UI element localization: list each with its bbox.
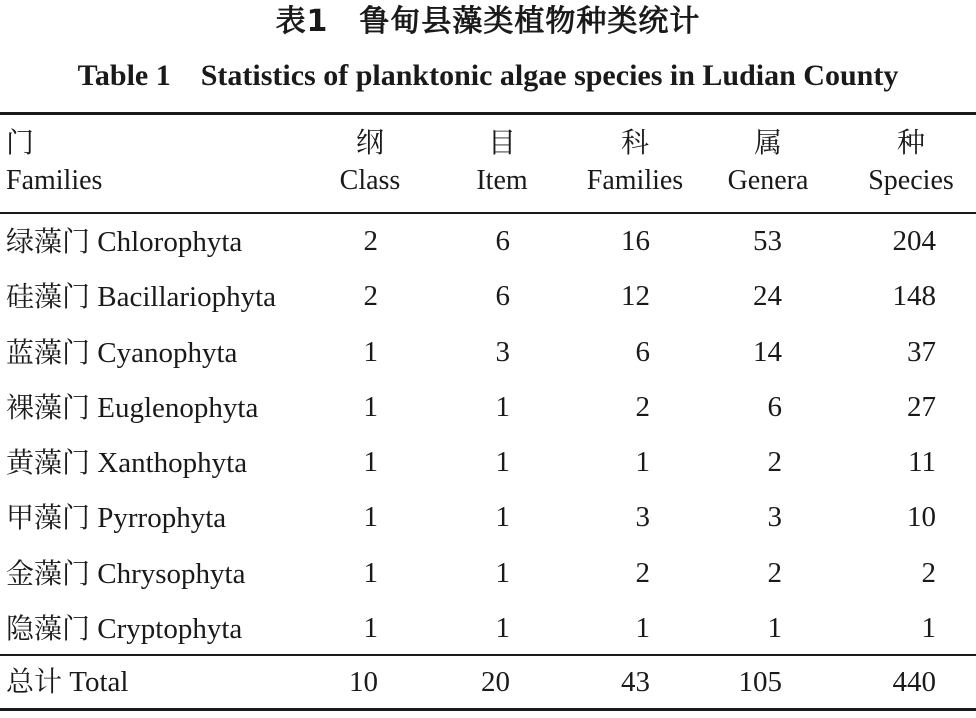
table-title-chinese: 表1 鲁甸县藻类植物种类统计	[275, 4, 701, 39]
bottom-rule	[0, 708, 976, 711]
phylum-name-en: Cryptophyta	[97, 613, 243, 646]
genera-count: 2	[767, 556, 782, 589]
phylum-name	[6, 380, 326, 435]
species-count: 10	[907, 501, 936, 534]
table-row	[0, 601, 976, 656]
table-row	[0, 490, 976, 545]
phylum-name-en: Chrysophyta	[97, 557, 246, 590]
item-count: 6	[495, 280, 510, 313]
total-label	[6, 656, 326, 708]
header-families	[580, 124, 690, 204]
class-count: 1	[363, 612, 378, 645]
phylum-name	[6, 546, 326, 601]
table-row	[0, 435, 976, 490]
phylum-name-en: Euglenophyta	[97, 391, 259, 424]
families-count: 2	[635, 390, 650, 423]
header-species-cn: 种	[896, 126, 925, 159]
phylum-name	[6, 214, 326, 269]
table-row	[0, 546, 976, 601]
genera-count: 14	[753, 335, 782, 368]
table-title-english: Table 1 Statistics of planktonic algae species in Ludian County	[77, 59, 899, 92]
total-species: 440	[892, 666, 936, 698]
header-genera	[718, 124, 818, 204]
header-species	[856, 124, 966, 204]
species-count: 11	[908, 446, 936, 479]
header-class-en: Class	[339, 165, 401, 196]
header-families-cn: 科	[620, 126, 649, 159]
phylum-name	[6, 269, 326, 324]
item-count: 1	[495, 556, 510, 589]
families-count: 1	[635, 446, 650, 479]
header-species-en: Species	[868, 165, 954, 196]
genera-count: 2	[767, 446, 782, 479]
header-item-cn: 目	[487, 126, 516, 159]
families-count: 2	[635, 556, 650, 589]
total-row	[0, 656, 976, 708]
header-families-en: Families	[586, 165, 684, 196]
species-count: 37	[907, 335, 936, 368]
phylum-name	[6, 490, 326, 545]
class-count: 2	[363, 280, 378, 313]
families-count: 6	[635, 335, 650, 368]
phylum-name-en: Cyanophyta	[97, 336, 238, 369]
table-row	[0, 380, 976, 435]
table-row	[0, 269, 976, 324]
phylum-name-cn: 绿藻门	[6, 225, 91, 258]
genera-count: 6	[767, 390, 782, 423]
phylum-name-en: Bacillariophyta	[97, 281, 277, 314]
total-label-cn: 总计	[6, 665, 63, 698]
species-count: 27	[907, 390, 936, 423]
phylum-name-cn: 硅藻门	[6, 280, 91, 314]
total-families: 43	[621, 666, 650, 698]
item-count: 1	[495, 501, 510, 534]
species-count: 2	[921, 556, 936, 589]
class-count: 1	[363, 556, 378, 589]
header-phylum	[6, 124, 326, 204]
phylum-name-en: Pyrrophyta	[97, 502, 227, 535]
item-count: 1	[495, 612, 510, 645]
header-phylum-en: Families	[6, 165, 103, 196]
genera-count: 24	[753, 280, 782, 313]
species-count: 1	[921, 612, 936, 645]
item-count: 3	[495, 335, 510, 368]
item-count: 6	[495, 225, 510, 257]
table-row	[0, 325, 976, 380]
class-count: 1	[363, 501, 378, 534]
genera-count: 53	[753, 225, 782, 257]
total-genera: 105	[738, 666, 782, 698]
total-class: 10	[349, 666, 378, 698]
header-genera-cn: 属	[753, 126, 782, 159]
phylum-name-cn: 隐藻门	[6, 612, 91, 646]
species-count: 204	[892, 225, 936, 257]
class-count: 2	[363, 225, 378, 257]
top-rule	[0, 112, 976, 115]
families-count: 16	[621, 225, 650, 257]
phylum-name	[6, 325, 326, 380]
header-item	[462, 124, 542, 204]
header-class	[330, 124, 410, 204]
header-item-en: Item	[476, 165, 528, 196]
class-count: 1	[363, 335, 378, 368]
table-body	[0, 214, 976, 656]
header-class-cn: 纲	[355, 126, 384, 159]
class-count: 1	[363, 446, 378, 479]
phylum-name-en: Xanthophyta	[97, 447, 248, 480]
phylum-name	[6, 435, 326, 490]
total-label-en: Total	[69, 666, 129, 698]
species-count: 148	[892, 280, 936, 313]
phylum-name	[6, 601, 326, 656]
header-phylum-cn: 门	[6, 126, 35, 159]
table-row	[0, 214, 976, 269]
table-header	[0, 124, 976, 204]
header-genera-en: Genera	[727, 165, 809, 196]
families-count: 3	[635, 501, 650, 534]
genera-count: 1	[767, 612, 782, 645]
item-count: 1	[495, 446, 510, 479]
item-count: 1	[495, 390, 510, 423]
class-count: 1	[363, 390, 378, 423]
phylum-name-cn: 甲藻门	[6, 501, 91, 535]
phylum-name-cn: 裸藻门	[6, 390, 91, 424]
total-item: 20	[481, 666, 510, 698]
families-count: 12	[621, 280, 650, 313]
genera-count: 3	[767, 501, 782, 534]
phylum-name-cn: 蓝藻门	[6, 335, 91, 369]
families-count: 1	[635, 612, 650, 645]
phylum-name-cn: 黄藻门	[6, 446, 91, 480]
phylum-name-en: Chlorophyta	[97, 226, 243, 258]
phylum-name-cn: 金藻门	[6, 556, 91, 590]
